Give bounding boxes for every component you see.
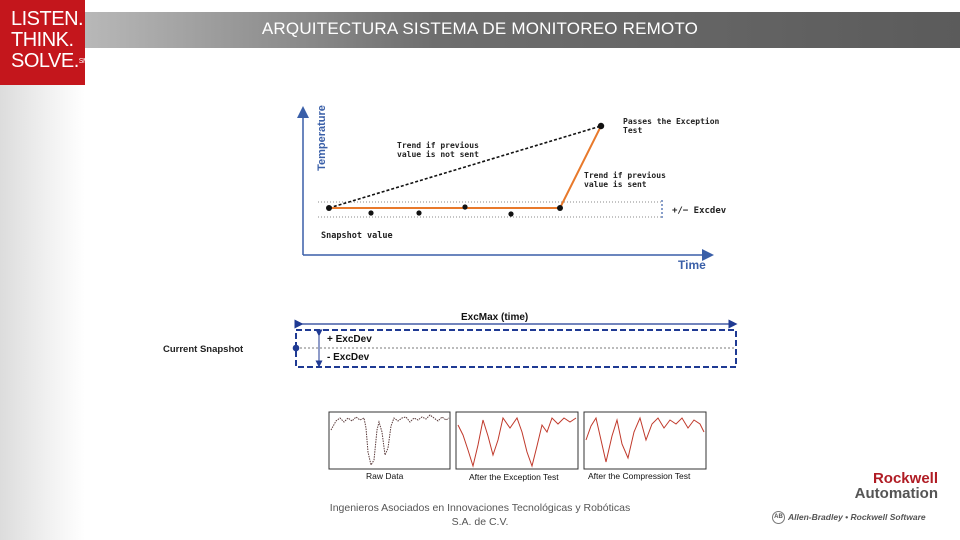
- annotation-passes-line-1: Passes the Exception: [623, 117, 720, 126]
- current-snapshot-label: Current Snapshot: [163, 344, 244, 355]
- data-point: [462, 204, 467, 209]
- rockwell-wordmark: Rockwell: [872, 470, 938, 487]
- automation-wordmark: Automation: [854, 485, 938, 502]
- thumbnail-compression-test: [584, 412, 706, 481]
- x-axis-label: Time: [678, 258, 706, 272]
- annotation-passes-line-2: Test: [623, 126, 643, 135]
- logo-line-2: THINK.: [11, 29, 74, 51]
- excdev-label: +/− Excdev: [672, 206, 727, 216]
- footer-line-1: Ingenieros Asociados en Innovaciones Tecnológicas y Robóticas: [329, 502, 631, 514]
- plus-excdev-label: + ExcDev: [327, 334, 372, 345]
- sub-brands-text: Allen-Bradley • Rockwell Software: [788, 511, 926, 522]
- thumbnail-raw-data: [329, 412, 450, 481]
- exception-point: [598, 123, 604, 129]
- thumbnail-frame: [584, 412, 706, 469]
- sub-brands: [772, 511, 926, 524]
- annotation-sent-line-1: Trend if previous: [584, 171, 666, 180]
- thumbnail-exception-test: [456, 412, 578, 482]
- thumbnail-caption: After the Exception Test: [469, 472, 559, 482]
- data-point: [416, 210, 421, 215]
- annotation-not-sent-line-2: value is not sent: [397, 150, 479, 159]
- excmax-label: ExcMax (time): [461, 312, 529, 323]
- trend-not-sent-line: [329, 126, 601, 208]
- trend-diagram: [303, 105, 727, 272]
- data-point: [557, 205, 563, 211]
- logo-trademark: SM: [78, 58, 89, 65]
- deadband-diagram: [163, 312, 736, 367]
- allen-bradley-icon: AB: [772, 511, 785, 524]
- slide-title: ARQUITECTURA SISTEMA DE MONITOREO REMOTO: [261, 19, 699, 38]
- annotation-not-sent-line-1: Trend if previous: [397, 141, 479, 150]
- annotation-sent-line-2: value is sent: [584, 180, 647, 189]
- footer-company: [300, 501, 660, 529]
- snapshot-point: [326, 205, 332, 211]
- logo-line-1: LISTEN.: [11, 8, 84, 30]
- thumbnail-caption: After the Compression Test: [588, 471, 691, 481]
- y-axis-label: Temperature: [316, 105, 328, 171]
- footer-line-2: S.A. de C.V.: [451, 516, 509, 528]
- logo-line-3-text: SOLVE.: [11, 50, 79, 72]
- rockwell-automation-logo: [820, 471, 938, 501]
- snapshot-value-label: Snapshot value: [321, 231, 393, 241]
- current-snapshot-point: [293, 345, 300, 352]
- thumbnail-frame: [329, 412, 450, 469]
- thumbnail-caption: Raw Data: [366, 471, 404, 481]
- minus-excdev-label: - ExcDev: [327, 352, 370, 363]
- data-point: [368, 210, 373, 215]
- data-point: [508, 211, 513, 216]
